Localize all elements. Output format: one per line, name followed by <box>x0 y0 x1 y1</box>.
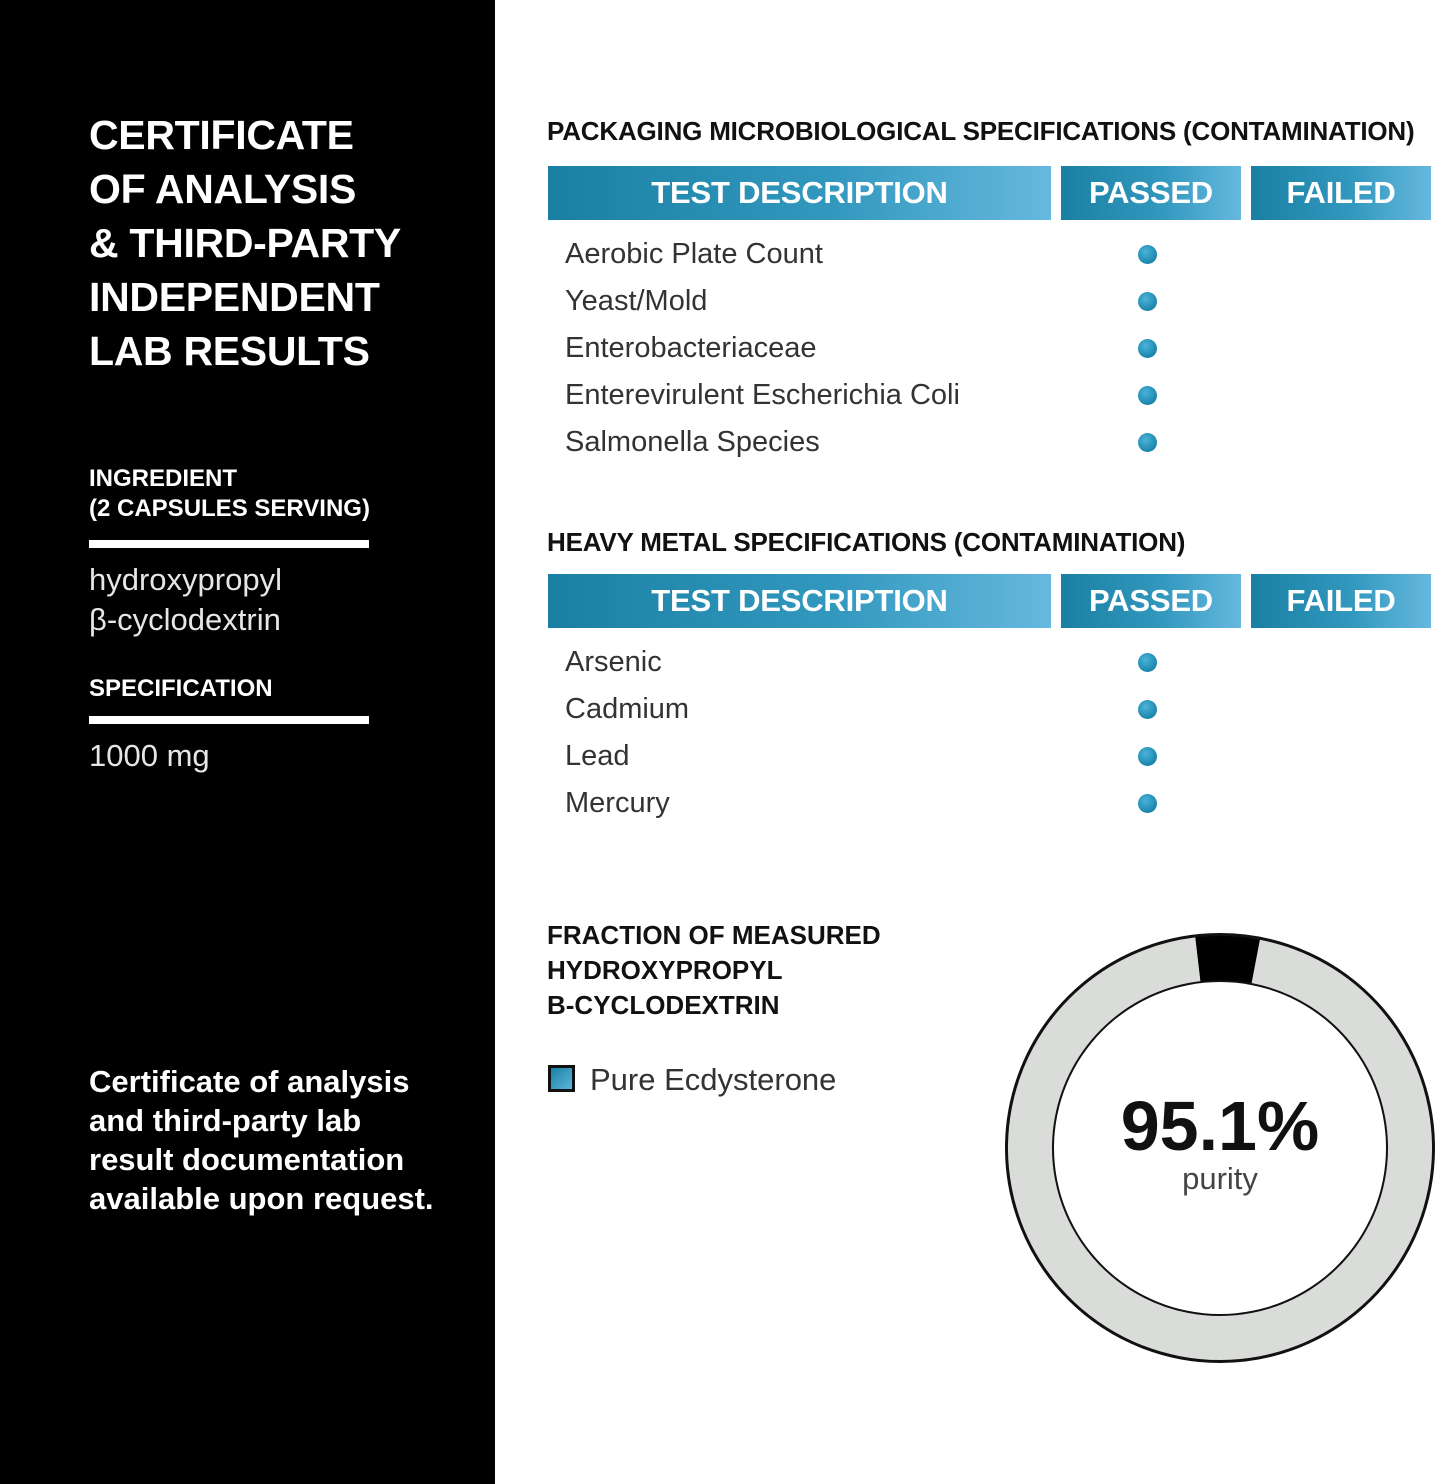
table-row <box>565 690 1425 737</box>
metals-header-failed: FAILED <box>1251 574 1431 628</box>
ingredient-value <box>89 560 282 640</box>
row-label: Enterevirulent Escherichia Coli <box>565 379 960 411</box>
row-label: Arsenic <box>565 646 662 678</box>
passed-dot-icon <box>1138 747 1157 766</box>
title-line: INDEPENDENT <box>89 274 380 320</box>
fraction-title-line: B-CYCLODEXTRIN <box>547 990 780 1020</box>
row-label: Mercury <box>565 787 670 819</box>
fraction-title-line: FRACTION OF MEASURED <box>547 920 881 950</box>
table-row <box>565 282 1425 329</box>
passed-dot-icon <box>1138 433 1157 452</box>
purity-caption: purity <box>1182 1161 1258 1196</box>
ingredient-value-line: hydroxypropyl <box>89 562 282 597</box>
table-row <box>565 376 1425 423</box>
certificate-title <box>89 108 469 378</box>
title-line: LAB RESULTS <box>89 328 370 374</box>
micro-header-failed: FAILED <box>1251 166 1431 220</box>
table-row <box>565 329 1425 376</box>
table-row <box>565 737 1425 784</box>
fraction-title-line: HYDROXYPROPYL <box>547 955 783 985</box>
ingredient-label <box>89 464 370 524</box>
row-label: Cadmium <box>565 693 690 725</box>
passed-dot-icon <box>1138 700 1157 719</box>
sidebar <box>0 0 495 1484</box>
ingredient-label-line: INGREDIENT <box>89 465 238 492</box>
passed-dot-icon <box>1138 794 1157 813</box>
table-row <box>565 235 1425 282</box>
metals-header-description: TEST DESCRIPTION <box>548 574 1051 628</box>
row-label: Yeast/Mold <box>565 285 708 317</box>
title-line: OF ANALYSIS <box>89 166 357 212</box>
specification-divider <box>89 716 369 724</box>
table-row <box>565 784 1425 831</box>
table-row <box>565 643 1425 690</box>
micro-header-description: TEST DESCRIPTION <box>548 166 1051 220</box>
availability-note: Certificate of analysis and third-party lab result documentation available upon request. <box>89 1064 434 1216</box>
micro-header-passed: PASSED <box>1061 166 1241 220</box>
fraction-title <box>547 918 881 1023</box>
row-label: Enterobacteriaceae <box>565 332 817 364</box>
micro-rows <box>565 235 1425 470</box>
passed-dot-icon <box>1138 292 1157 311</box>
ingredient-value-line: β-cyclodextrin <box>89 602 281 637</box>
passed-dot-icon <box>1138 339 1157 358</box>
row-label: Aerobic Plate Count <box>565 238 823 270</box>
row-label: Lead <box>565 740 630 772</box>
micro-section-title: PACKAGING MICROBIOLOGICAL SPECIFICATIONS (CONTAMINATION) <box>547 116 1415 146</box>
ingredient-divider <box>89 540 369 548</box>
legend-label: Pure Ecdysterone <box>590 1062 837 1097</box>
specification-label <box>89 674 273 704</box>
ingredient-label-line: (2 CAPSULES SERVING) <box>89 495 370 522</box>
specification-value-text: 1000 mg <box>89 738 210 773</box>
purity-value: 95.1% <box>1120 1087 1320 1165</box>
legend-swatch <box>548 1065 575 1092</box>
table-row <box>565 423 1425 470</box>
passed-dot-icon <box>1138 245 1157 264</box>
metals-rows <box>565 643 1425 831</box>
metals-section-title: HEAVY METAL SPECIFICATIONS (CONTAMINATION) <box>547 527 1186 557</box>
passed-dot-icon <box>1138 653 1157 672</box>
passed-dot-icon <box>1138 386 1157 405</box>
row-label: Salmonella Species <box>565 426 820 458</box>
title-line: & THIRD-PARTY <box>89 220 401 266</box>
metals-header-passed: PASSED <box>1061 574 1241 628</box>
specification-label-text: SPECIFICATION <box>89 675 273 702</box>
title-line: CERTIFICATE <box>89 112 354 158</box>
specification-value <box>89 736 210 776</box>
